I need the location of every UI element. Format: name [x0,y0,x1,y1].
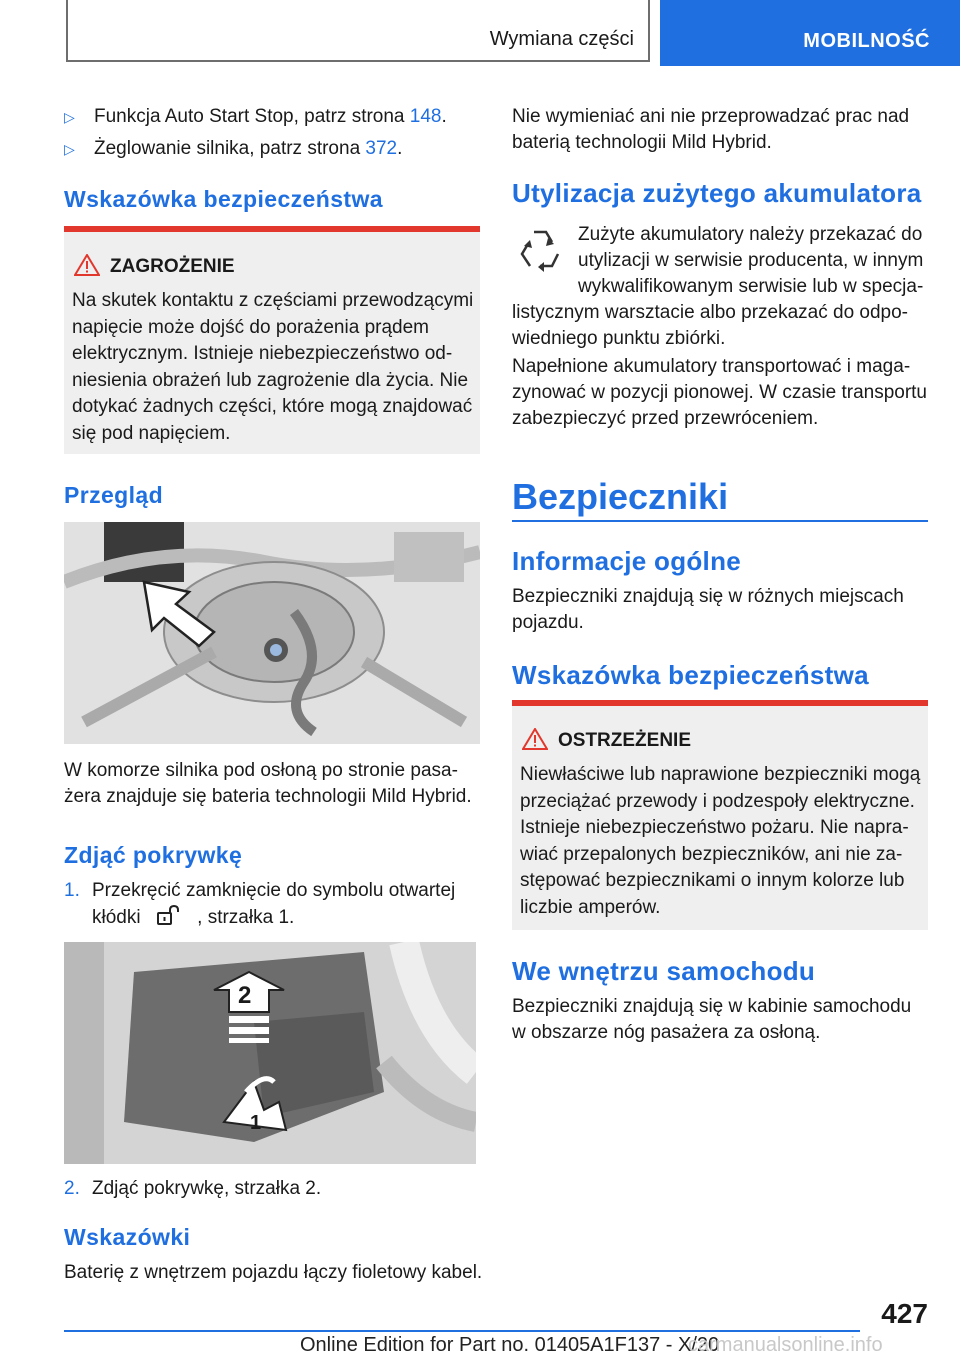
heading-rule [512,520,928,522]
chapter-tab[interactable] [660,0,960,66]
watermark: carmanualsonline.info [688,1334,883,1356]
fuses-chapter-heading: Bezpieczniki [512,476,729,517]
general-info-text: Bezpieczniki znajdują się w różnych miejscach pojazdu. [512,586,904,633]
warning-triangle-icon [522,728,548,750]
overview-text: W komorze silnika pod osłoną po stronie pasa- żera znajduje się bateria technologii Mild Hybrid. [64,760,472,807]
edition-text: Online Edition for Part no. 01405A1F137 - X/20 [300,1334,720,1356]
cover-removal-image [64,942,476,1164]
step-number: 2. [64,1178,80,1199]
arrow-2-label: 2 [238,982,252,1009]
danger-text: Na skutek kontaktu z częściami przewodzącymi napięcie może dojść do porażenia prądem elektrycznym. Istnieje niebezpieczeństwo od- niesienia obrażeń lub zagrożenie dla życia. Nie dotykać żadnych części, które mogą znajdować się pod napięciem. [72,290,474,444]
section-title: Wymiana części [489,28,634,50]
interior-text: Bezpieczniki znajdują się w kabinie samochodu w obszarze nóg pasażera za osłoną. [512,996,912,1043]
header-box [66,0,650,62]
step-number: 1. [64,880,80,901]
page-link[interactable]: 148 [409,106,442,127]
warning-title: OSTRZEŻENIE [558,730,692,751]
intro-text: Nie wymieniać ani nie przeprowadzać prac nad baterią technologii Mild Hybrid. [512,106,910,153]
danger-box [64,226,480,454]
chapter-tab-label: MOBILNOŚĆ [803,30,930,52]
safety-heading: Wskazówka bezpieczeństwa [64,186,383,212]
bullet-triangle-icon: ▷ [64,141,75,157]
disposal-heading: Utylizacja zużytego akumulatora [512,178,922,208]
safety-heading: Wskazówka bezpieczeństwa [512,660,869,690]
notes-text: Baterię z wnętrzem pojazdu łączy fioletowy kabel. [64,1262,483,1283]
warning-text: Niewłaściwe lub naprawione bezpieczniki mogą przeciążać przewody i podzespoły elektryczne. Istnieje niebezpieczeństwo pożaru. Nie napra- wiać przepalonych bezpieczników, ani nie za- stępować bezpiecznikami o innym kolorze lub liczbie amperów. [520,764,921,918]
warning-box [512,700,928,930]
transport-text: Napełnione akumulatory transportować i maga- zynować w pozycji pionowej. W czasie transportu zabezpieczyć przed przewróceniem. [512,356,928,429]
step-2: 2. Zdjąć pokrywkę, strzałka 2. [64,1178,322,1199]
overview-heading: Przegląd [64,482,164,508]
notes-heading: Wskazówki [64,1224,191,1250]
general-info-heading: Informacje ogólne [512,546,742,576]
danger-title: ZAGROŻENIE [110,256,235,277]
bullet-triangle-icon: ▷ [64,109,75,125]
disposal-text: Zużyte akumulatory należy przekazać do utylizacji w serwisie producenta, w innym wykwalifikowanym serwisie lub w specja- listycznym warsztacie albo przekazać do odpo- wiedniego punktu zbiórki. [512,224,924,349]
interior-heading: We wnętrzu samochodu [512,956,816,986]
engine-bay-image [64,522,480,744]
page-link[interactable]: 372 [365,138,398,159]
remove-cover-heading: Zdjąć pokrywkę [64,842,243,868]
arrow-1-label: 1 [250,1112,262,1134]
page-number: 427 [881,1298,928,1329]
footer-rule [64,1330,860,1332]
open-padlock-icon [156,904,182,926]
warning-triangle-icon [74,254,100,276]
